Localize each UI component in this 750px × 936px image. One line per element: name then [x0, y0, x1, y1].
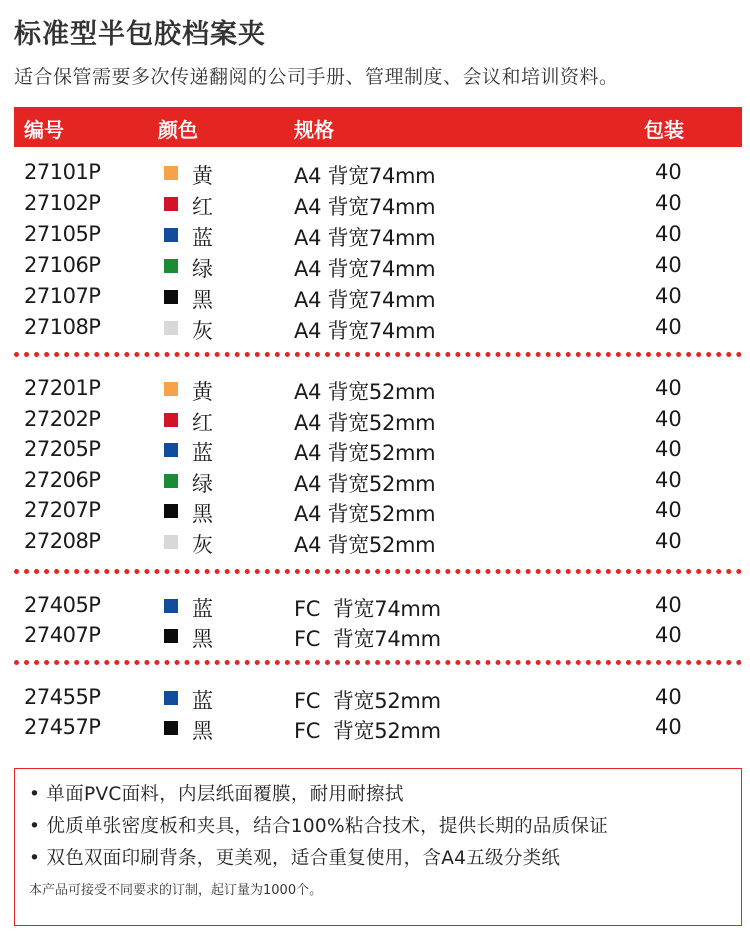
color-name: 黄 — [192, 380, 213, 404]
product-spec: A4 背宽52mm — [294, 380, 436, 404]
color-swatch — [164, 413, 178, 427]
product-code: 27455P — [24, 685, 101, 709]
feature-line: • 优质单张密度板和夹具，结合100%粘合技术，提供长期的品质保证 — [29, 816, 609, 837]
pack-quantity: 40 — [655, 160, 682, 184]
group-divider — [14, 569, 742, 574]
product-spec: A4 背宽52mm — [294, 533, 436, 557]
color-swatch — [164, 197, 178, 211]
product-code: 27407P — [24, 622, 101, 647]
product-code: 27405P — [24, 593, 101, 617]
table-row — [14, 249, 742, 280]
product-code: 27106P — [24, 253, 101, 277]
pack-quantity: 40 — [655, 284, 682, 308]
group-divider — [14, 352, 742, 357]
header-pack: 包装 — [644, 118, 684, 142]
product-code: 27202P — [24, 406, 101, 431]
product-code: 27201P — [24, 376, 101, 400]
table-row — [14, 433, 742, 464]
color-name: 灰 — [192, 319, 213, 343]
table-row — [14, 218, 742, 249]
feature-line: • 双色双面印刷背条，更美观，适合重复使用，含A4五级分类纸 — [29, 848, 561, 869]
color-swatch — [164, 443, 178, 457]
pack-quantity: 40 — [655, 376, 682, 400]
product-code: 27206P — [24, 467, 101, 492]
product-code: 27207P — [24, 498, 101, 523]
product-code: 27457P — [24, 715, 101, 739]
table-row — [14, 681, 742, 712]
color-swatch — [164, 382, 178, 396]
pack-quantity: 40 — [655, 685, 682, 709]
product-spec: A4 背宽74mm — [294, 164, 436, 188]
page-title: 标准型半包胶档案夹 — [14, 19, 266, 50]
pack-quantity: 40 — [655, 529, 682, 553]
product-code: 27108P — [24, 315, 101, 339]
color-name: 黑 — [192, 288, 213, 312]
color-name: 黑 — [192, 719, 213, 743]
pack-quantity: 40 — [655, 222, 682, 246]
table-row — [14, 464, 742, 495]
product-code: 27101P — [24, 160, 101, 184]
table-row — [14, 589, 742, 620]
product-spec: A4 背宽52mm — [294, 410, 436, 435]
header-spec: 规格 — [294, 118, 334, 142]
table-row — [14, 280, 742, 311]
product-code: 27107P — [24, 284, 101, 308]
color-swatch — [164, 629, 178, 643]
product-spec: A4 背宽52mm — [294, 441, 436, 466]
color-name: 蓝 — [192, 597, 213, 621]
color-swatch — [164, 166, 178, 180]
pack-quantity: 40 — [655, 593, 682, 617]
color-name: 灰 — [192, 533, 213, 557]
product-code: 27102P — [24, 191, 101, 215]
table-row — [14, 494, 742, 525]
table-row — [14, 403, 742, 434]
color-swatch — [164, 321, 178, 335]
footnote: 本产品可接受不同要求的订制，起订量为1000个。 — [29, 883, 323, 898]
color-swatch — [164, 474, 178, 488]
table-row — [14, 711, 742, 742]
table-row — [14, 619, 742, 650]
color-swatch — [164, 504, 178, 518]
color-swatch — [164, 228, 178, 242]
product-code: 27205P — [24, 437, 101, 462]
color-name: 蓝 — [192, 226, 213, 250]
color-swatch — [164, 691, 178, 705]
pack-quantity: 40 — [655, 253, 682, 277]
pack-quantity: 40 — [655, 406, 682, 431]
table-row — [14, 372, 742, 403]
table-row — [14, 187, 742, 218]
color-name: 黑 — [192, 502, 213, 527]
header-code: 编号 — [24, 118, 64, 142]
product-spec: FC 背宽52mm — [294, 689, 441, 713]
product-spec: A4 背宽52mm — [294, 502, 436, 527]
pack-quantity: 40 — [655, 191, 682, 215]
color-name: 黄 — [192, 164, 213, 188]
table-row — [14, 525, 742, 556]
table-row — [14, 156, 742, 187]
group-divider — [14, 660, 742, 665]
pack-quantity: 40 — [655, 498, 682, 523]
product-spec: FC 背宽74mm — [294, 597, 441, 621]
color-name: 红 — [192, 195, 213, 219]
product-code: 27105P — [24, 222, 101, 246]
product-spec: FC 背宽74mm — [294, 626, 441, 651]
table-header — [14, 107, 742, 147]
color-name: 蓝 — [192, 441, 213, 466]
color-name: 绿 — [192, 257, 213, 281]
pack-quantity: 40 — [655, 622, 682, 647]
color-swatch — [164, 259, 178, 273]
color-name: 蓝 — [192, 689, 213, 713]
features-box — [14, 768, 742, 926]
pack-quantity: 40 — [655, 467, 682, 492]
color-swatch — [164, 290, 178, 304]
product-code: 27208P — [24, 529, 101, 553]
color-swatch — [164, 535, 178, 549]
page-subtitle: 适合保管需要多次传递翻阅的公司手册、管理制度、会议和培训资料。 — [14, 66, 619, 88]
product-spec: FC 背宽52mm — [294, 719, 441, 743]
color-swatch — [164, 599, 178, 613]
product-spec: A4 背宽74mm — [294, 195, 436, 219]
product-spec: A4 背宽74mm — [294, 226, 436, 250]
product-spec: A4 背宽74mm — [294, 288, 436, 312]
pack-quantity: 40 — [655, 315, 682, 339]
pack-quantity: 40 — [655, 715, 682, 739]
color-swatch — [164, 721, 178, 735]
product-spec: A4 背宽74mm — [294, 319, 436, 343]
color-name: 黑 — [192, 626, 213, 651]
product-spec: A4 背宽52mm — [294, 471, 436, 496]
color-name: 绿 — [192, 471, 213, 496]
table-row — [14, 311, 742, 342]
feature-line: • 单面PVC面料，内层纸面覆膜，耐用耐擦拭 — [29, 784, 404, 805]
header-color: 颜色 — [158, 118, 198, 142]
color-name: 红 — [192, 410, 213, 435]
product-spec: A4 背宽74mm — [294, 257, 436, 281]
pack-quantity: 40 — [655, 437, 682, 462]
